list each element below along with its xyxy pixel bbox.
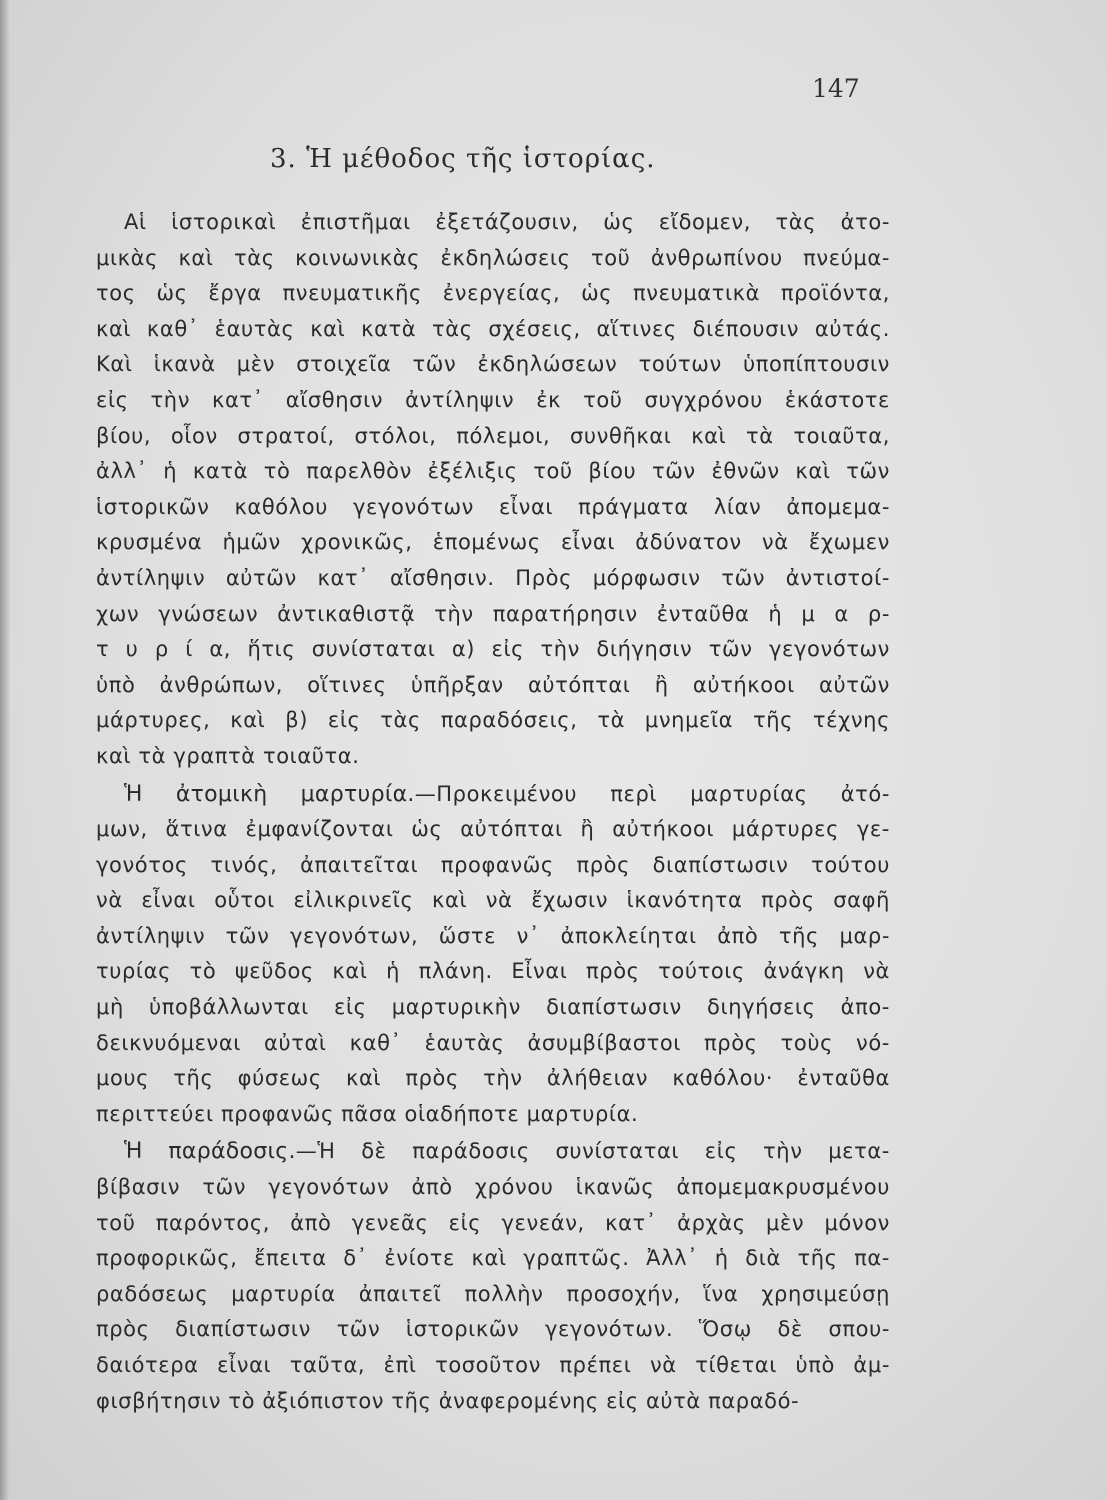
text-line [96, 205, 890, 241]
paragraph [96, 1134, 890, 1419]
line-text: δεικνυόμεναι αὐταὶ καθ᾽ ἑαυτὰς ἀσυμβίβαστοι πρὸς τοὺς νό- [96, 1030, 890, 1055]
text-line [96, 454, 890, 490]
text-line [96, 490, 890, 526]
text-line [96, 1277, 890, 1313]
text-line [96, 703, 890, 739]
text-line [96, 1026, 890, 1062]
line-text: χων γνώσεων ἀντικαθιστᾷ τὴν παρατήρησιν ἐνταῦθα ἡ μ α ρ- [96, 601, 890, 626]
text-line [96, 1384, 890, 1420]
line-text: Αἱ ἱστορικαὶ ἐπιστῆμαι ἐξετάζουσιν, ὡς εἴδομεν, τὰς ἀτο- [124, 210, 890, 234]
text-line [96, 1134, 890, 1170]
line-text: —Ἡ δὲ παράδοσις συνίσταται εἰς τὴν μετα- [295, 1139, 890, 1164]
text-line [96, 883, 890, 919]
line-text: ἀντίληψιν τῶν γεγονότων, ὥστε ν᾽ ἀποκλείηται ἀπὸ τῆς μαρ- [96, 923, 890, 948]
page-edge-shadow [0, 0, 10, 1500]
line-text: προφορικῶς, ἔπειτα δ᾽ ἐνίοτε καὶ γραπτῶς. Ἀλλ᾽ ἡ διὰ τῆς πα- [96, 1246, 890, 1271]
run-in-heading: Ἡ παράδοσις. [124, 1139, 296, 1165]
line-text: —Προκειμένου περὶ μαρτυρίας ἀτό- [414, 781, 890, 806]
paragraph [96, 777, 890, 1133]
line-text: περιττεύει προφανῶς πᾶσα οἱαδήποτε μαρτυρία. [96, 1101, 639, 1126]
line-text: δαιότερα εἶναι ταῦτα, ἐπὶ τοσοῦτον πρέπει νὰ τίθεται ὑπὸ ἀμ- [96, 1353, 890, 1377]
line-text: τυρίας τὸ ψεῦδος καὶ ἡ πλάνη. Εἶναι πρὸς τούτοις ἀνάγκη νὰ [96, 959, 890, 984]
body-text [96, 205, 890, 1421]
line-text: τος ὡς ἔργα πνευματικῆς ἐνεργείας, ὡς πνευματικὰ προϊόντα, [96, 281, 890, 306]
text-line [96, 525, 890, 561]
line-text: ἀντίληψιν αὐτῶν κατ᾽ αἴσθησιν. Πρὸς μόρφωσιν τῶν ἀντιστοί- [96, 565, 890, 590]
text-line [96, 276, 890, 312]
line-text: καὶ τὰ γραπτὰ τοιαῦτα. [96, 743, 360, 768]
text-line [96, 954, 890, 990]
line-text: γονότος τινός, ἀπαιτεῖται προφανῶς πρὸς διαπίστωσιν τούτου [96, 852, 890, 877]
line-text: μὴ ὑποβάλλωνται εἰς μαρτυρικὴν διαπίστωσιν διηγήσεις ἀπο- [96, 995, 890, 1020]
text-line [96, 1241, 890, 1277]
line-text: καὶ καθ᾽ ἑαυτὰς καὶ κατὰ τὰς σχέσεις, αἵτινες διέπουσιν αὐτάς. [96, 316, 890, 341]
run-in-heading: Ἡ ἀτομικὴ μαρτυρία. [124, 781, 415, 807]
text-line [96, 848, 890, 884]
line-text: φισβήτησιν τὸ ἀξιόπιστον τῆς ἀναφερομένης εἰς αὐτὰ παραδό- [96, 1388, 800, 1413]
section-title: 3. Ἡ μέθοδος τῆς ἱστορίας. [270, 144, 656, 174]
line-text: μους τῆς φύσεως καὶ πρὸς τὴν ἀλήθειαν καθόλου· ἐνταῦθα [96, 1066, 890, 1091]
line-text: ραδόσεως μαρτυρία ἀπαιτεῖ πολλὴν προσοχήν, ἵνα χρησιμεύσῃ [96, 1281, 890, 1306]
line-text: εἰς τὴν κατ᾽ αἴσθησιν ἀντίληψιν ἐκ τοῦ συγχρόνου ἑκάστοτε [96, 387, 890, 412]
text-line [96, 1097, 890, 1133]
text-line [96, 812, 890, 848]
line-text: τοῦ παρόντος, ἀπὸ γενεᾶς εἰς γενεάν, κατ᾽ ἀρχὰς μὲν μόνον [96, 1210, 890, 1235]
line-text: ὑπὸ ἀνθρώπων, οἵτινες ὑπῆρξαν αὐτόπται ἢ αὐτήκοοι αὐτῶν [96, 672, 890, 697]
page-number: 147 [812, 74, 860, 103]
line-text: μων, ἅτινα ἐμφανίζονται ὡς αὐτόπται ἢ αὐτήκοοι μάρτυρες γε- [96, 817, 890, 842]
line-text: βίου, οἷον στρατοί, στόλοι, πόλεμοι, συνθῆκαι καὶ τὰ τοιαῦτα, [96, 423, 890, 448]
text-line [96, 241, 890, 277]
line-text: νὰ εἶναι οὗτοι εἰλικρινεῖς καὶ νὰ ἔχωσιν ἱκανότητα πρὸς σαφῆ [96, 888, 890, 913]
text-line [96, 419, 890, 455]
text-line [96, 777, 890, 813]
line-text: πρὸς διαπίστωσιν τῶν ἱστορικῶν γεγονότων. Ὅσῳ δὲ σπου- [96, 1317, 890, 1342]
line-text: ἀλλ᾽ ἡ κατὰ τὸ παρελθὸν ἐξέλιξις τοῦ βίου τῶν ἐθνῶν καὶ τῶν [96, 459, 890, 484]
text-line [96, 383, 890, 419]
text-line [96, 312, 890, 348]
line-text: μικὰς καὶ τὰς κοινωνικὰς ἐκδηλώσεις τοῦ ἀνθρωπίνου πνεύμα- [96, 245, 890, 270]
line-text: ἱστορικῶν καθόλου γεγονότων εἶναι πράγματα λίαν ἀπομεμα- [96, 494, 890, 519]
text-line [96, 1348, 890, 1384]
text-line [96, 1170, 890, 1206]
line-text: τ υ ρ ί α, ἥτις συνίσταται α) εἰς τὴν διήγησιν τῶν γεγονότων [96, 637, 890, 662]
text-line [96, 990, 890, 1026]
text-line [96, 347, 890, 383]
text-line [96, 1206, 890, 1242]
line-text: βίβασιν τῶν γεγονότων ἀπὸ χρόνου ἱκανῶς ἀπομεμακρυσμένου [96, 1175, 890, 1200]
text-line [96, 1061, 890, 1097]
text-line [96, 632, 890, 668]
text-line [96, 919, 890, 955]
line-text: κρυσμένα ἡμῶν χρονικῶς, ἑπομένως εἶναι ἀδύνατον νὰ ἔχωμεν [96, 530, 890, 555]
paragraph [96, 205, 890, 775]
text-line [96, 561, 890, 597]
text-line [96, 1312, 890, 1348]
text-line [96, 597, 890, 633]
text-line [96, 668, 890, 704]
text-line [96, 739, 890, 775]
line-text: μάρτυρες, καὶ β) εἰς τὰς παραδόσεις, τὰ μνημεῖα τῆς τέχνης [96, 708, 890, 733]
line-text: Καὶ ἱκανὰ μὲν στοιχεῖα τῶν ἐκδηλώσεων τούτων ὑποπίπτουσιν [96, 352, 890, 377]
